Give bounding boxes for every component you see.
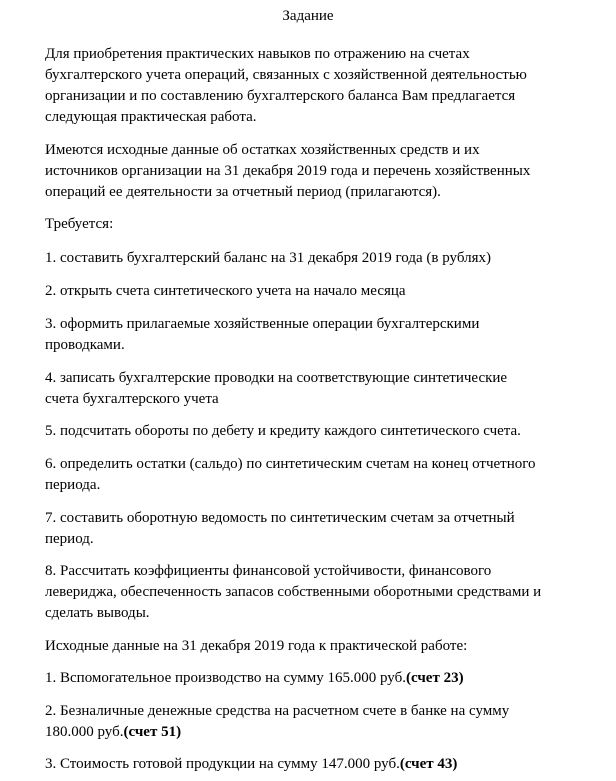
task-line: периода. — [45, 477, 101, 493]
page-title: Задание — [282, 8, 334, 24]
task-item — [45, 368, 597, 410]
data-item — [45, 754, 597, 775]
task-item — [45, 421, 597, 442]
task-line: 6. определить остатки (сальдо) по синтетическим счетам на конец отчетного — [45, 456, 536, 472]
task-line: проводками. — [45, 337, 125, 353]
source-paragraph — [45, 140, 597, 203]
data-item-line — [45, 668, 597, 689]
task-line: период. — [45, 531, 94, 547]
task-line: 1. составить бухгалтерский баланс на 31 декабря 2019 года (в рублях) — [45, 250, 491, 266]
intro-line: Для приобретения практических навыков по отражению на счетах — [45, 46, 470, 62]
source-line: операций ее деятельности за отчетный период (прилагаются). — [45, 184, 441, 200]
task-line: 8. Рассчитать коэффициенты финансовой устойчивости, финансового — [45, 563, 492, 579]
task-item — [45, 508, 597, 550]
task-line: сделать выводы. — [45, 605, 150, 621]
data-item — [45, 701, 597, 743]
task-line: 5. подсчитать обороты по дебету и кредиту каждого синтетического счета. — [45, 423, 521, 439]
task-line: 3. оформить прилагаемые хозяйственные операции бухгалтерскими — [45, 316, 480, 332]
account-code: (счет 23) — [406, 670, 464, 686]
task-item — [45, 561, 597, 624]
intro-line: организации и по составлению бухгалтерского баланса Вам предлагается — [45, 88, 516, 104]
intro-paragraph — [45, 44, 597, 128]
task-line: счета бухгалтерского учета — [45, 391, 219, 407]
data-item-text: 3. Стоимость готовой продукции на сумму 147.000 руб. — [45, 756, 400, 772]
account-code: (счет 43) — [399, 756, 458, 772]
task-line: левериджа, обеспеченность запасов собственными оборотными средствами и — [45, 584, 542, 600]
task-item — [45, 281, 597, 302]
task-line: 2. открыть счета синтетического учета на начало месяца — [45, 283, 406, 299]
task-line: 7. составить оборотную ведомость по синтетическим счетам за отчетный — [45, 510, 515, 526]
intro-line: бухгалтерского учета операций, связанных с хозяйственной деятельностью — [45, 67, 527, 83]
source-line: Имеются исходные данные об остатках хозяйственных средств и их — [45, 142, 480, 158]
data-heading: Исходные данные на 31 декабря 2019 года к практической работе: — [45, 638, 468, 654]
account-code: (счет 51) — [123, 724, 182, 740]
data-item-line — [45, 722, 597, 743]
task-item — [45, 248, 597, 269]
data-item-text: 1. Вспомогательное производство на сумму 165.000 руб. — [45, 670, 406, 686]
data-item — [45, 668, 597, 689]
data-item-line: 2. Безналичные денежные средства на расчетном счете в банке на сумму — [45, 703, 510, 719]
task-item — [45, 454, 597, 496]
task-item — [45, 314, 597, 356]
source-line: источников организации на 31 декабря 2019 года и перечень хозяйственных — [45, 163, 531, 179]
data-item-text: 180.000 руб. — [45, 724, 124, 740]
task-line: 4. записать бухгалтерские проводки на соответствующие синтетические — [45, 370, 508, 386]
required-label: Требуется: — [45, 216, 114, 232]
intro-line: следующая практическая работа. — [45, 109, 257, 125]
data-item-line — [45, 754, 597, 775]
